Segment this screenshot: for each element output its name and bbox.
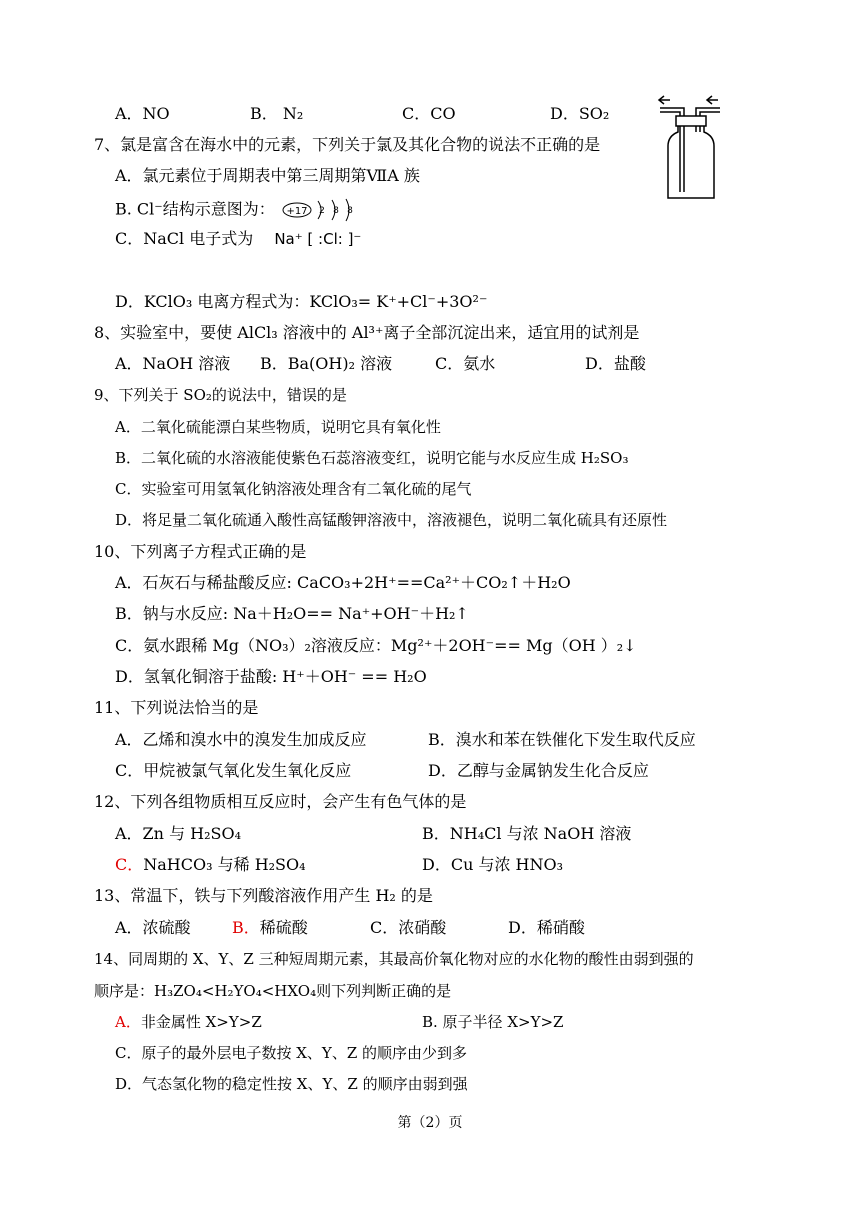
gas-bottle-figure [656, 92, 726, 204]
q12-option-a: A．Zn 与 H₂SO₄ [115, 824, 242, 843]
q7-option-d: D．KClO₃ 电离方程式为：KClO₃= K⁺+Cl⁻+3O²⁻ [115, 292, 488, 311]
q14-option-b: B. 原子半径 X>Y>Z [422, 1013, 564, 1031]
q7-option-c [115, 229, 361, 249]
q12-option-d: D．Cu 与浓 HNO₃ [422, 855, 564, 874]
q9-option-b: B．二氧化硫的水溶液能使紫色石蕊溶液变红，说明它能与水反应生成 H₂SO₃ [115, 449, 629, 467]
q6-option-b: B． N₂ [250, 104, 304, 123]
q6-option-c: C．CO [402, 104, 456, 123]
q14-option-d: D．气态氢化物的稳定性按 X、Y、Z 的顺序由弱到强 [115, 1075, 468, 1093]
q7-option-c-text: C．NaCl 电子式为 [115, 229, 254, 248]
q14-option-c: C．原子的最外层电子数按 X、Y、Z 的顺序由少到多 [115, 1044, 468, 1062]
q10-option-a: A．石灰石与稀盐酸反应: CaCO₃+2H⁺==Ca²⁺＋CO₂↑＋H₂O [115, 573, 571, 592]
q11-option-a: A．乙烯和溴水中的溴发生加成反应 [115, 730, 367, 749]
q8-stem: 8、实验室中，要使 AlCl₃ 溶液中的 Al³⁺离子全部沉淀出来，适宜用的试剂是 [94, 323, 640, 342]
q7-option-a: A．氯元素位于周期表中第三周期第ⅦA 族 [115, 166, 420, 185]
q9-option-a: A．二氧化硫能漂白某些物质，说明它具有氧化性 [115, 418, 441, 436]
q13-option-b-letter: B． [232, 918, 260, 937]
q14-stem-line-1: 14、同周期的 X、Y、Z 三种短周期元素，其最高价氧化物对应的水化物的酸性由弱到强的 [94, 950, 694, 968]
q9-stem: 9、下列关于 SO₂的说法中，错误的是 [94, 386, 347, 404]
q8-option-a: A．NaOH 溶液 [115, 354, 231, 373]
q13-option-b-text: 稀硫酸 [259, 918, 308, 937]
q12-option-b: B．NH₄Cl 与浓 NaOH 溶液 [422, 824, 632, 843]
q11-option-c: C．甲烷被氯气氧化发生氧化反应 [115, 761, 352, 780]
q9-option-c: C．实验室可用氢氧化钠溶液处理含有二氧化硫的尾气 [115, 480, 472, 498]
q8-option-b: B．Ba(OH)₂ 溶液 [260, 354, 393, 373]
nacl-electron-formula: Na⁺ [ :Cl: ]⁻ [274, 230, 362, 248]
q13-option-a: A．浓硫酸 [115, 918, 191, 937]
shell-2-count: 8 [332, 206, 339, 216]
q9-option-d: D．将足量二氧化硫通入酸性高锰酸钾溶液中，溶液褪色，说明二氧化硫具有还原性 [115, 511, 668, 529]
q10-option-c: C．氨水跟稀 Mg（NO₃）₂溶液反应：Mg²⁺＋2OH⁻== Mg（OH ）₂↓ [115, 636, 637, 655]
q12-stem: 12、下列各组物质相互反应时，会产生有色气体的是 [94, 792, 467, 811]
q14-stem-line-2: 顺序是：H₃ZO₄<H₂YO₄<HXO₄则下列判断正确的是 [94, 982, 452, 1000]
q7-stem: 7、氯是富含在海水中的元素，下列关于氯及其化合物的说法不正确的是 [94, 135, 601, 154]
q8-option-c: C．氨水 [435, 354, 496, 373]
q6-option-a: A．NO [115, 104, 170, 123]
nucleus-charge: +17 [286, 206, 308, 217]
q10-option-d: D．氢氧化铜溶于盐酸: H⁺＋OH⁻ == H₂O [115, 667, 427, 686]
q14-option-a [115, 1012, 262, 1032]
q13-stem: 13、常温下，铁与下列酸溶液作用产生 H₂ 的是 [94, 886, 433, 905]
q13-option-c: C．浓硝酸 [370, 918, 447, 937]
q8-option-d: D．盐酸 [585, 354, 646, 373]
q12-option-c-letter: C． [115, 855, 144, 874]
q7-option-b [115, 197, 372, 223]
q12-option-c [115, 855, 306, 875]
q11-option-d: D．乙醇与金属钠发生化合反应 [428, 761, 649, 780]
q10-option-b: B．钠与水反应: Na＋H₂O== Na⁺+OH⁻＋H₂↑ [115, 604, 469, 623]
q11-stem: 11、下列说法恰当的是 [94, 698, 259, 717]
q13-option-b [232, 918, 308, 938]
q6-option-d: D．SO₂ [550, 104, 610, 123]
q14-option-a-letter: A． [115, 1013, 141, 1031]
q7-option-b-text: B. Cl⁻结构示意图为： [115, 199, 275, 219]
page-number: 第（2）页 [397, 1115, 463, 1131]
q12-option-c-text: NaHCO₃ 与稀 H₂SO₄ [143, 855, 306, 874]
q14-option-a-text: 非金属性 X>Y>Z [140, 1013, 262, 1031]
chloride-ion-structure-diagram [280, 197, 372, 223]
q13-option-d: D．稀硝酸 [508, 918, 585, 937]
q11-option-b: B．溴水和苯在铁催化下发生取代反应 [428, 730, 696, 749]
shell-3-count: 8 [346, 206, 353, 216]
shell-1-count: 2 [318, 206, 325, 216]
q10-stem: 10、下列离子方程式正确的是 [94, 542, 307, 561]
